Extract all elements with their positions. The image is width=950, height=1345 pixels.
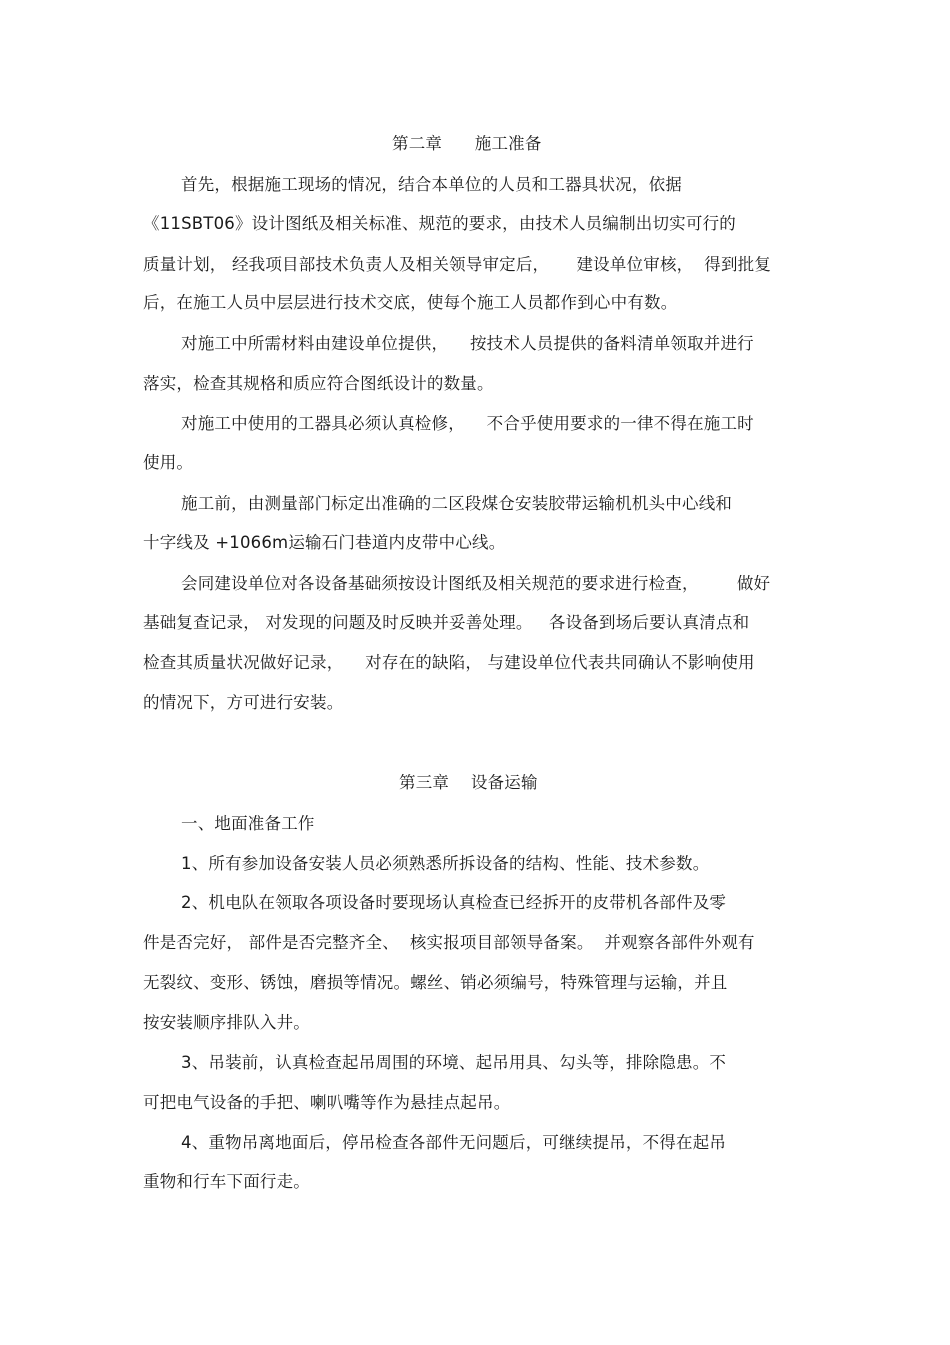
chapter-2-heading: 第二章 施工准备 — [392, 134, 542, 153]
chapter-2-line-2: 《11SBT06》设计图纸及相关标准、规范的要求，由技术人员编制出切实可行的 — [143, 214, 736, 233]
chapter-2-line-13: 检查其质量状况做好记录， 对存在的缺陷， 与建设单位代表共同确认不影响使用 — [143, 653, 755, 672]
chapter-3-line-9: 4、重物吊离地面后，停吊检查各部件无问题后，可继续提吊，不得在起吊 — [181, 1133, 727, 1152]
chapter-3-line-2: 1、所有参加设备安装人员必须熟悉所拆设备的结构、性能、技术参数。 — [181, 854, 710, 873]
chapter-2-line-3: 质量计划， 经我项目部技术负责人及相关领导审定后， 建设单位审核， 得到批复 — [143, 255, 772, 274]
chapter-2-line-6: 落实，检查其规格和质应符合图纸设计的数量。 — [143, 374, 494, 393]
chapter-3-line-5: 无裂纹、变形、锈蚀，磨损等情况。螺丝、销必须编号，特殊管理与运输，并且 — [143, 973, 728, 992]
chapter-2-line-11: 会同建设单位对各设备基础须按设计图纸及相关规范的要求进行检查， 做好 — [181, 574, 771, 593]
chapter-2-line-4: 后，在施工人员中层层进行技术交底，使每个施工人员都作到心中有数。 — [143, 293, 678, 312]
chapter-2-line-14: 的情况下，方可进行安装。 — [143, 693, 344, 712]
chapter-2-line-1: 首先，根据施工现场的情况，结合本单位的人员和工器具状况，依据 — [181, 175, 682, 194]
chapter-3-line-4: 件是否完好， 部件是否完整齐全、 核实报项目部领导备案。 并观察各部件外观有 — [143, 933, 755, 952]
chapter-3-line-6: 按安装顺序排队入井。 — [143, 1013, 310, 1032]
chapter-2-line-12: 基础复查记录， 对发现的问题及时反映并妥善处理。 各设备到场后要认真清点和 — [143, 613, 750, 632]
chapter-2-line-7: 对施工中使用的工器具必须认真检修， 不合乎使用要求的一律不得在施工时 — [181, 414, 754, 433]
chapter-2-line-10: 十字线及 +1066m运输石门巷道内皮带中心线。 — [143, 533, 506, 552]
chapter-2-line-9: 施工前，由测量部门标定出准确的二区段煤仓安装胶带运输机机头中心线和 — [181, 494, 733, 513]
chapter-3-line-10: 重物和行车下面行走。 — [143, 1172, 310, 1191]
chapter-3-line-8: 可把电气设备的手把、喇叭嘴等作为悬挂点起吊。 — [143, 1093, 511, 1112]
chapter-3-heading: 第三章 设备运输 — [399, 773, 538, 792]
chapter-2-line-5: 对施工中所需材料由建设单位提供， 按技术人员提供的备料清单领取并进行 — [181, 334, 754, 353]
chapter-3-line-1: 一、地面准备工作 — [181, 814, 315, 833]
chapter-3-line-3: 2、机电队在领取各项设备时要现场认真检查已经拆开的皮带机各部件及零 — [181, 893, 727, 912]
chapter-2-line-8: 使用。 — [143, 453, 194, 472]
chapter-3-line-7: 3、吊装前，认真检查起吊周围的环境、起吊用具、勾头等，排除隐患。不 — [181, 1053, 727, 1072]
